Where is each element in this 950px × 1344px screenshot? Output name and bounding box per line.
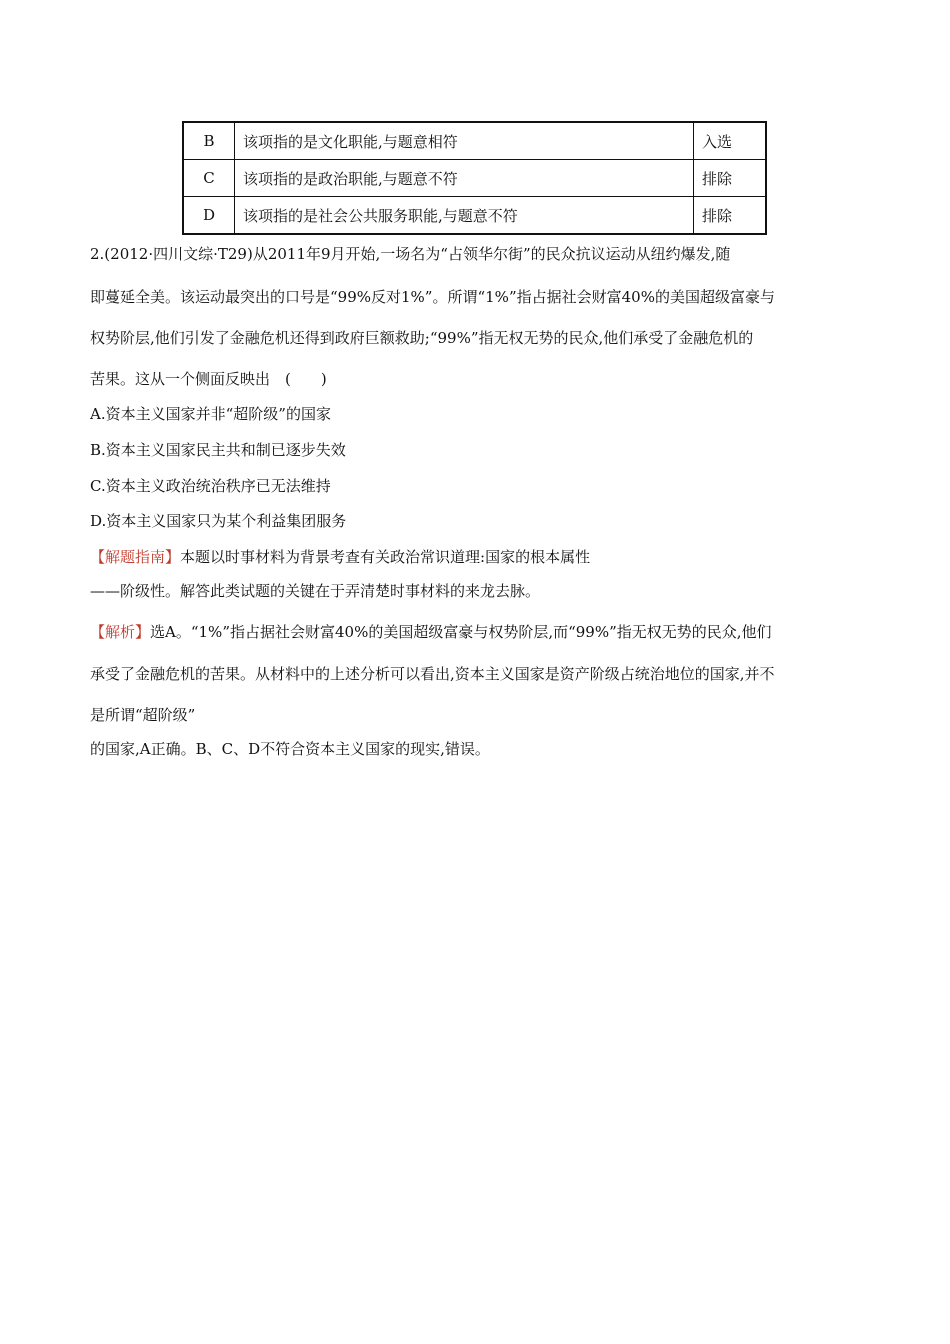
guide-line bbox=[90, 547, 870, 567]
option-letter: D bbox=[183, 197, 235, 235]
table-row bbox=[183, 197, 766, 235]
option-result: 排除 bbox=[694, 160, 767, 197]
option-letter: B bbox=[183, 122, 235, 160]
analysis-text: 选A。“1%”指占据社会财富40%的美国超级富豪与权势阶层,而“99%”指无权无势的民众,他们 bbox=[150, 623, 772, 641]
option-result: 入选 bbox=[694, 122, 767, 160]
analysis-line-2: 承受了金融危机的苦果。从材料中的上述分析可以看出,资本主义国家是资产阶级占统治地位的国家,并不 bbox=[90, 665, 775, 683]
question-stem-line: 权势阶层,他们引发了金融危机还得到政府巨额救助;“99%”指无权无势的民众,他们承受了金融危机的 bbox=[90, 329, 754, 347]
analysis-line-3: 是所谓“超阶级” bbox=[90, 706, 196, 724]
question-stem-line: 2.(2012·四川文综·T29)从2011年9月开始,一场名为“占领华尔街”的民众抗议运动从纽约爆发,随 bbox=[90, 245, 731, 263]
guide-tag: 【解题指南】 bbox=[90, 548, 181, 566]
option-c: C.资本主义政治统治秩序已无法维持 bbox=[90, 477, 331, 495]
guide-line-2: ——阶级性。解答此类试题的关键在于弄清楚时事材料的来龙去脉。 bbox=[90, 582, 541, 600]
option-result: 排除 bbox=[694, 197, 767, 235]
analysis-tag: 【解析】 bbox=[90, 623, 151, 641]
option-explanation: 该项指的是社会公共服务职能,与题意不符 bbox=[235, 197, 694, 235]
table-row bbox=[183, 160, 766, 197]
question-stem-line: 即蔓延全美。该运动最突出的口号是“99%反对1%”。所谓“1%”指占据社会财富40%的美国超级富豪与 bbox=[90, 288, 775, 306]
table-row bbox=[183, 122, 766, 160]
analysis-line-4: 的国家,A正确。B、C、D不符合资本主义国家的现实,错误。 bbox=[90, 740, 490, 758]
option-b: B.资本主义国家民主共和制已逐步失效 bbox=[90, 441, 346, 459]
answer-analysis-table bbox=[182, 121, 767, 235]
option-d: D.资本主义国家只为某个利益集团服务 bbox=[90, 512, 347, 530]
option-letter: C bbox=[183, 160, 235, 197]
question-stem-line: 苦果。这从一个侧面反映出 ( ) bbox=[90, 370, 327, 388]
option-explanation: 该项指的是文化职能,与题意相符 bbox=[235, 122, 694, 160]
guide-text: 本题以时事材料为背景考查有关政治常识道理:国家的根本属性 bbox=[180, 548, 591, 566]
option-a: A.资本主义国家并非“超阶级”的国家 bbox=[90, 405, 331, 423]
option-explanation: 该项指的是政治职能,与题意不符 bbox=[235, 160, 694, 197]
analysis-line bbox=[90, 622, 870, 642]
